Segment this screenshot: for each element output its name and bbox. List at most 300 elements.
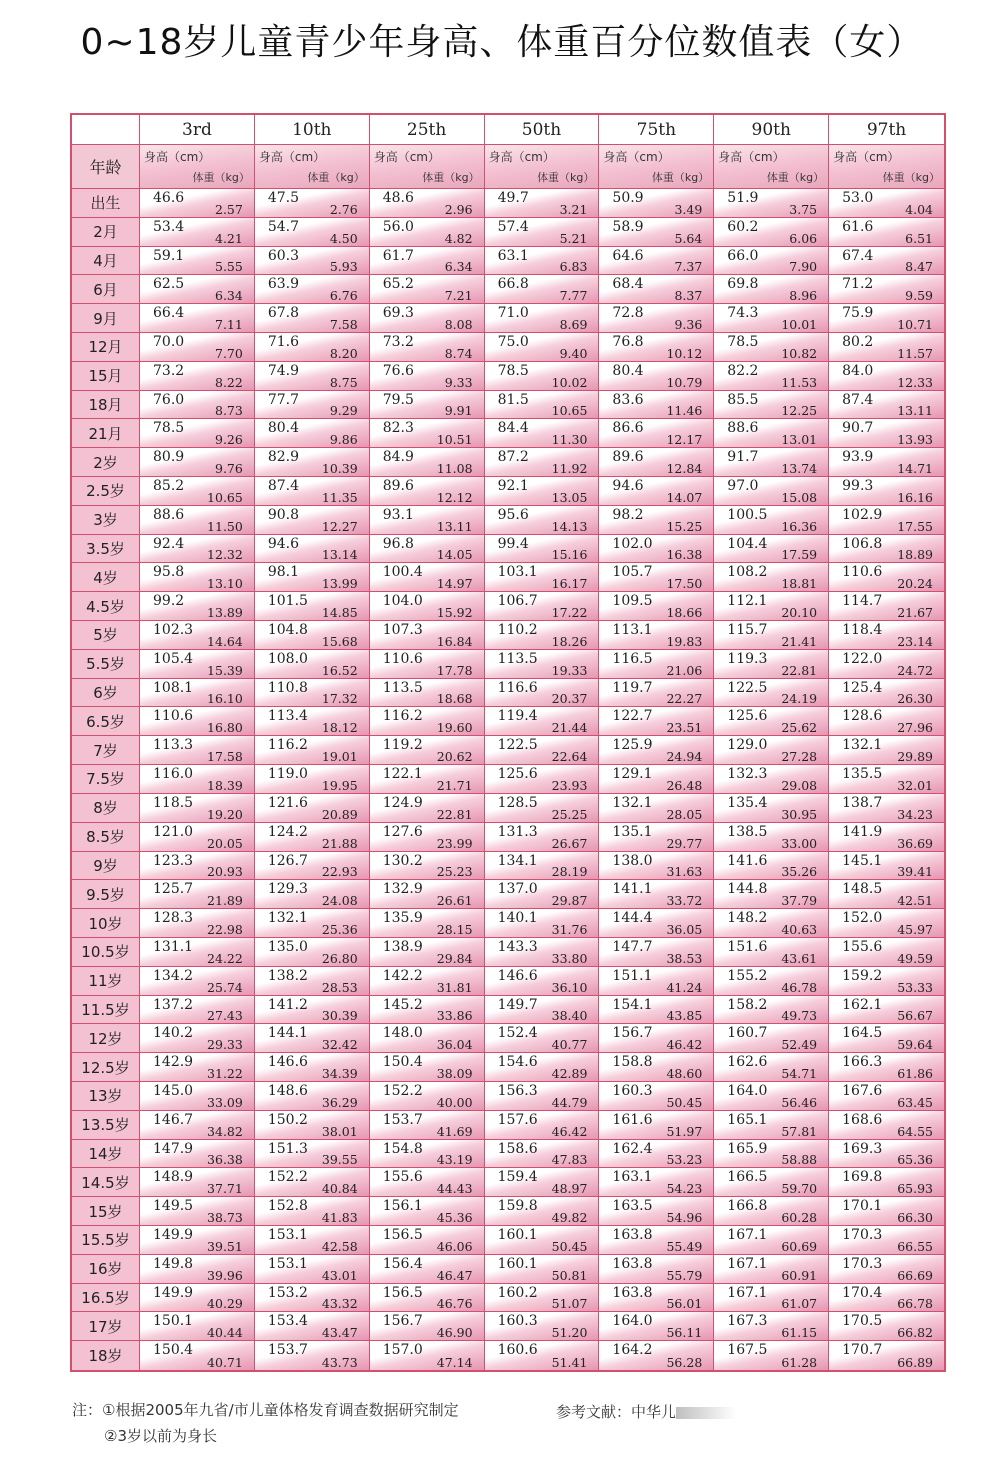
height-value: 167.3: [727, 1313, 768, 1330]
height-value: 65.2: [382, 276, 414, 293]
weight-value: 29.84: [436, 950, 473, 966]
height-value: 156.7: [612, 1025, 653, 1042]
data-cell: [255, 477, 370, 506]
weight-value: 30.39: [321, 1008, 358, 1024]
height-value: 164.2: [612, 1342, 653, 1359]
weight-value: 56.28: [666, 1355, 703, 1370]
data-cell: [140, 967, 255, 996]
height-value: 134.2: [153, 967, 194, 984]
height-value: 160.1: [497, 1226, 538, 1243]
percentile-header-75th: 75th: [599, 115, 714, 145]
weight-value: 29.89: [897, 749, 933, 765]
data-cell: [829, 852, 944, 881]
data-cell: [370, 1284, 485, 1313]
data-cell: [714, 679, 829, 708]
height-value: 116.2: [382, 708, 423, 725]
height-value: 149.9: [153, 1284, 194, 1301]
weight-value: 33.80: [551, 950, 588, 966]
weight-value: 8.22: [215, 374, 243, 390]
data-cell: [370, 391, 485, 420]
data-cell: [829, 218, 944, 247]
data-cell: [140, 880, 255, 909]
data-cell: [599, 909, 714, 938]
height-value: 150.2: [267, 1111, 308, 1128]
data-cell: [714, 1053, 829, 1082]
weight-value: 9.29: [329, 403, 358, 419]
data-cell: [140, 563, 255, 592]
weight-value: 16.80: [207, 720, 243, 736]
weight-value: 4.50: [329, 230, 358, 246]
height-value: 162.4: [612, 1140, 653, 1157]
height-value: 66.8: [497, 276, 529, 293]
weight-value: 29.77: [666, 835, 703, 851]
weight-value: 24.22: [207, 950, 243, 966]
data-cell: [255, 621, 370, 650]
height-value: 125.4: [842, 679, 883, 696]
height-value: 142.9: [153, 1054, 194, 1071]
weight-value: 6.76: [329, 288, 358, 304]
height-value: 132.1: [267, 910, 308, 927]
data-cell: [829, 707, 944, 736]
weight-value: 50.45: [666, 1094, 703, 1110]
data-cell: [714, 794, 829, 823]
data-cell: [140, 1082, 255, 1111]
height-value: 170.4: [842, 1284, 883, 1301]
data-cell: [714, 1082, 829, 1111]
height-value: 76.0: [153, 391, 185, 408]
data-cell: [599, 304, 714, 333]
data-cell: [255, 275, 370, 304]
height-value: 135.4: [727, 794, 768, 811]
height-value: 161.6: [612, 1111, 653, 1128]
weight-value: 23.14: [897, 633, 933, 649]
subheader-90th: [714, 145, 829, 189]
height-value: 70.0: [153, 334, 185, 351]
weight-value: 10.79: [666, 374, 703, 390]
data-cell: [255, 362, 370, 391]
height-value: 110.2: [497, 622, 538, 639]
weight-value: 44.43: [436, 1181, 473, 1197]
data-cell: [255, 333, 370, 362]
data-cell: [370, 823, 485, 852]
data-cell: [829, 1255, 944, 1284]
weight-value: 37.71: [207, 1181, 243, 1197]
height-value: 149.7: [497, 996, 538, 1013]
data-cell: [255, 938, 370, 967]
data-cell: [599, 852, 714, 881]
weight-value: 43.85: [666, 1008, 703, 1024]
data-cell: [140, 1284, 255, 1313]
weight-value: 13.74: [781, 461, 818, 477]
percentile-table: [70, 113, 946, 1372]
height-value: 140.2: [153, 1025, 194, 1042]
height-value: 148.9: [153, 1169, 194, 1186]
height-value: 79.5: [382, 391, 414, 408]
data-cell: [370, 506, 485, 535]
weight-value: 55.49: [666, 1238, 703, 1254]
height-value: 162.1: [842, 996, 883, 1013]
weight-value: 11.50: [207, 518, 243, 534]
height-value: 138.7: [842, 794, 883, 811]
weight-value: 66.69: [897, 1267, 933, 1283]
height-value: 151.6: [727, 938, 768, 955]
age-label: 11岁: [72, 967, 140, 996]
height-value: 82.2: [727, 362, 759, 379]
data-cell: [370, 1197, 485, 1226]
height-value: 169.3: [842, 1140, 883, 1157]
age-label: 13岁: [72, 1082, 140, 1111]
height-value: 61.7: [382, 247, 414, 264]
weight-value: 15.25: [666, 518, 703, 534]
weight-value: 46.76: [436, 1296, 473, 1312]
height-value: 71.6: [267, 334, 300, 351]
weight-value: 65.36: [897, 1152, 933, 1168]
data-cell: [485, 736, 600, 765]
subheader-10th: [255, 145, 370, 189]
weight-value: 61.07: [781, 1296, 818, 1312]
weight-value: 54.71: [781, 1065, 818, 1081]
height-value: 165.9: [727, 1140, 768, 1157]
height-value: 125.9: [612, 737, 653, 754]
height-value: 80.4: [267, 420, 300, 437]
data-cell: [829, 535, 944, 564]
data-cell: [829, 1082, 944, 1111]
weight-value: 43.19: [436, 1152, 473, 1168]
subheader-97th: [829, 145, 944, 189]
data-cell: [599, 707, 714, 736]
data-cell: [370, 592, 485, 621]
weight-value: 48.60: [666, 1065, 703, 1081]
weight-value: 21.71: [436, 777, 473, 793]
weight-value: 8.47: [905, 259, 933, 275]
data-cell: [599, 967, 714, 996]
height-value: 75.0: [497, 334, 529, 351]
data-cell: [829, 765, 944, 794]
weight-value: 9.76: [215, 461, 243, 477]
data-cell: [714, 880, 829, 909]
height-value: 118.5: [153, 794, 194, 811]
height-value: 48.6: [382, 190, 414, 206]
weight-value: 13.05: [551, 489, 588, 505]
weight-value: 12.84: [666, 461, 703, 477]
data-cell: [714, 247, 829, 276]
data-cell: [255, 506, 370, 535]
weight-value: 31.81: [436, 979, 473, 995]
weight-value: 36.69: [897, 835, 933, 851]
data-cell: [370, 650, 485, 679]
height-value: 167.6: [842, 1082, 883, 1099]
data-cell: [370, 247, 485, 276]
data-cell: [714, 362, 829, 391]
height-value: 108.2: [727, 564, 768, 581]
height-value: 149.5: [153, 1198, 194, 1215]
weight-value: 43.47: [321, 1325, 358, 1341]
weight-value: 10.65: [551, 403, 588, 419]
data-cell: [714, 477, 829, 506]
data-cell: [255, 679, 370, 708]
height-value: 158.6: [497, 1140, 538, 1157]
data-cell: [140, 1226, 255, 1255]
weight-value: 60.91: [781, 1267, 818, 1283]
age-label: 7岁: [72, 736, 140, 765]
height-unit-label: 身高（cm）: [603, 150, 670, 164]
weight-value: 26.48: [666, 777, 703, 793]
height-value: 53.4: [153, 218, 185, 235]
data-cell: [714, 448, 829, 477]
weight-value: 50.45: [551, 1238, 588, 1254]
height-value: 108.1: [153, 679, 194, 696]
weight-value: 18.89: [897, 547, 933, 563]
weight-value: 12.17: [666, 432, 703, 448]
weight-value: 10.65: [207, 489, 243, 505]
height-value: 130.2: [382, 852, 423, 869]
height-value: 124.2: [267, 823, 308, 840]
data-cell: [255, 448, 370, 477]
percentile-header-3rd: 3rd: [140, 115, 255, 145]
weight-value: 22.81: [436, 806, 473, 822]
height-value: 58.9: [612, 218, 644, 235]
data-cell: [714, 1168, 829, 1197]
data-cell: [370, 189, 485, 218]
height-value: 94.6: [267, 535, 300, 552]
subheader-75th: [599, 145, 714, 189]
data-cell: [140, 1168, 255, 1197]
data-cell: [714, 909, 829, 938]
height-value: 107.3: [382, 622, 423, 639]
height-value: 156.4: [382, 1255, 423, 1272]
height-value: 116.5: [612, 650, 653, 667]
data-cell: [829, 880, 944, 909]
height-value: 78.5: [727, 334, 759, 351]
weight-value: 7.37: [674, 259, 703, 275]
height-value: 114.7: [842, 593, 883, 610]
age-label: 6.5岁: [72, 707, 140, 736]
data-cell: [140, 765, 255, 794]
weight-value: 8.08: [444, 317, 473, 333]
weight-value: 26.67: [551, 835, 588, 851]
height-value: 125.6: [497, 766, 538, 783]
height-value: 142.2: [382, 967, 423, 984]
data-cell: [370, 448, 485, 477]
height-value: 152.8: [267, 1198, 308, 1215]
height-value: 156.3: [497, 1082, 538, 1099]
height-value: 119.7: [612, 679, 653, 696]
weight-value: 6.34: [444, 259, 473, 275]
height-value: 106.8: [842, 535, 883, 552]
weight-value: 41.69: [436, 1123, 473, 1139]
weight-value: 10.51: [436, 432, 473, 448]
data-cell: [485, 909, 600, 938]
height-value: 145.2: [382, 996, 423, 1013]
data-cell: [485, 1111, 600, 1140]
age-label: 15岁: [72, 1197, 140, 1226]
weight-value: 12.27: [321, 518, 358, 534]
weight-value: 38.01: [321, 1123, 358, 1139]
weight-value: 2.76: [329, 201, 358, 217]
height-value: 113.5: [382, 679, 423, 696]
height-value: 150.1: [153, 1313, 194, 1330]
weight-value: 6.34: [215, 288, 243, 304]
height-value: 131.1: [153, 938, 194, 955]
data-cell: [370, 909, 485, 938]
weight-value: 15.68: [321, 633, 358, 649]
data-cell: [255, 391, 370, 420]
height-value: 54.7: [267, 218, 300, 235]
weight-value: 15.16: [551, 547, 588, 563]
data-cell: [599, 419, 714, 448]
weight-value: 9.59: [905, 288, 933, 304]
height-value: 113.5: [497, 650, 538, 667]
weight-value: 25.25: [551, 806, 588, 822]
data-cell: [599, 506, 714, 535]
weight-value: 43.73: [321, 1355, 358, 1370]
percentile-header-10th: 10th: [255, 115, 370, 145]
weight-value: 10.39: [321, 461, 358, 477]
data-cell: [370, 275, 485, 304]
height-value: 87.2: [497, 449, 529, 466]
data-cell: [714, 189, 829, 218]
height-value: 108.0: [267, 650, 308, 667]
height-value: 51.9: [727, 190, 759, 206]
height-value: 154.6: [497, 1054, 538, 1071]
height-value: 157.6: [497, 1111, 538, 1128]
weight-value: 6.51: [905, 230, 933, 246]
data-cell: [370, 1024, 485, 1053]
height-value: 132.1: [842, 737, 883, 754]
data-cell: [829, 1284, 944, 1313]
height-value: 153.7: [382, 1111, 423, 1128]
weight-value: 65.93: [897, 1181, 933, 1197]
weight-value: 10.02: [551, 374, 588, 390]
height-value: 63.1: [497, 247, 529, 264]
weight-value: 55.79: [666, 1267, 703, 1283]
weight-value: 27.43: [207, 1008, 243, 1024]
weight-value: 58.88: [781, 1152, 818, 1168]
height-value: 150.4: [382, 1054, 423, 1071]
data-cell: [255, 1053, 370, 1082]
height-value: 150.4: [153, 1342, 194, 1359]
height-value: 132.3: [727, 766, 768, 783]
data-cell: [255, 218, 370, 247]
data-cell: [485, 967, 600, 996]
height-value: 160.3: [497, 1313, 538, 1330]
weight-value: 21.88: [321, 835, 358, 851]
reference-faded-text: [676, 1407, 736, 1419]
data-cell: [255, 1024, 370, 1053]
height-value: 93.1: [382, 506, 414, 523]
age-label: 12岁: [72, 1024, 140, 1053]
data-cell: [714, 852, 829, 881]
height-value: 122.5: [497, 737, 538, 754]
data-cell: [829, 938, 944, 967]
height-value: 138.0: [612, 852, 653, 869]
height-value: 85.2: [153, 478, 185, 495]
data-cell: [255, 823, 370, 852]
weight-value: 46.42: [551, 1123, 588, 1139]
height-value: 46.6: [153, 190, 185, 206]
height-unit-label: 身高（cm）: [833, 150, 900, 164]
height-value: 110.6: [842, 564, 883, 581]
weight-value: 2.96: [444, 201, 473, 217]
height-value: 112.1: [727, 593, 768, 610]
weight-value: 8.20: [329, 345, 358, 361]
footnote-2: ②3岁以前为身长: [104, 1427, 217, 1445]
weight-value: 36.38: [207, 1152, 243, 1168]
weight-value: 29.87: [551, 893, 588, 909]
weight-unit-label: 体重（kg）: [307, 171, 365, 184]
weight-value: 56.11: [666, 1325, 703, 1341]
height-value: 166.3: [842, 1054, 883, 1071]
height-value: 168.6: [842, 1111, 883, 1128]
height-value: 47.5: [267, 190, 300, 206]
height-value: 160.3: [612, 1082, 653, 1099]
height-value: 59.1: [153, 247, 185, 264]
height-value: 138.2: [267, 967, 308, 984]
height-value: 109.5: [612, 593, 653, 610]
data-cell: [599, 189, 714, 218]
data-cell: [370, 419, 485, 448]
weight-value: 63.45: [897, 1094, 933, 1110]
data-cell: [829, 1111, 944, 1140]
height-value: 85.5: [727, 391, 759, 408]
height-value: 88.6: [727, 420, 759, 437]
weight-value: 61.15: [781, 1325, 818, 1341]
data-cell: [140, 362, 255, 391]
height-value: 90.7: [842, 420, 874, 437]
data-cell: [599, 996, 714, 1025]
weight-value: 36.29: [321, 1094, 358, 1110]
height-value: 66.0: [727, 247, 759, 264]
data-cell: [140, 592, 255, 621]
weight-value: 17.32: [321, 691, 358, 707]
height-value: 73.2: [153, 362, 185, 379]
data-cell: [140, 679, 255, 708]
height-value: 71.0: [497, 305, 529, 322]
data-cell: [485, 823, 600, 852]
data-cell: [255, 535, 370, 564]
data-cell: [714, 996, 829, 1025]
height-value: 148.0: [382, 1025, 423, 1042]
weight-value: 66.55: [897, 1238, 933, 1254]
weight-value: 49.82: [551, 1209, 588, 1225]
weight-value: 16.38: [666, 547, 703, 563]
weight-value: 22.93: [321, 864, 358, 880]
height-value: 101.5: [267, 593, 308, 610]
height-value: 110.8: [267, 679, 308, 696]
weight-value: 7.21: [444, 288, 473, 304]
height-value: 62.5: [153, 276, 185, 293]
height-value: 152.0: [842, 910, 883, 927]
weight-value: 36.10: [551, 979, 588, 995]
weight-value: 10.82: [781, 345, 818, 361]
data-cell: [829, 1312, 944, 1341]
height-value: 71.2: [842, 276, 874, 293]
data-cell: [370, 1053, 485, 1082]
height-value: 102.3: [153, 622, 194, 639]
data-cell: [599, 650, 714, 679]
data-cell: [370, 1140, 485, 1169]
data-cell: [485, 765, 600, 794]
weight-value: 18.66: [666, 605, 703, 621]
age-label: 18月: [72, 391, 140, 420]
height-value: 92.4: [153, 535, 185, 552]
height-value: 128.5: [497, 794, 538, 811]
weight-value: 24.72: [897, 662, 933, 678]
age-label: 11.5岁: [72, 996, 140, 1025]
data-cell: [140, 852, 255, 881]
height-value: 164.0: [727, 1082, 768, 1099]
weight-value: 40.71: [207, 1355, 243, 1370]
